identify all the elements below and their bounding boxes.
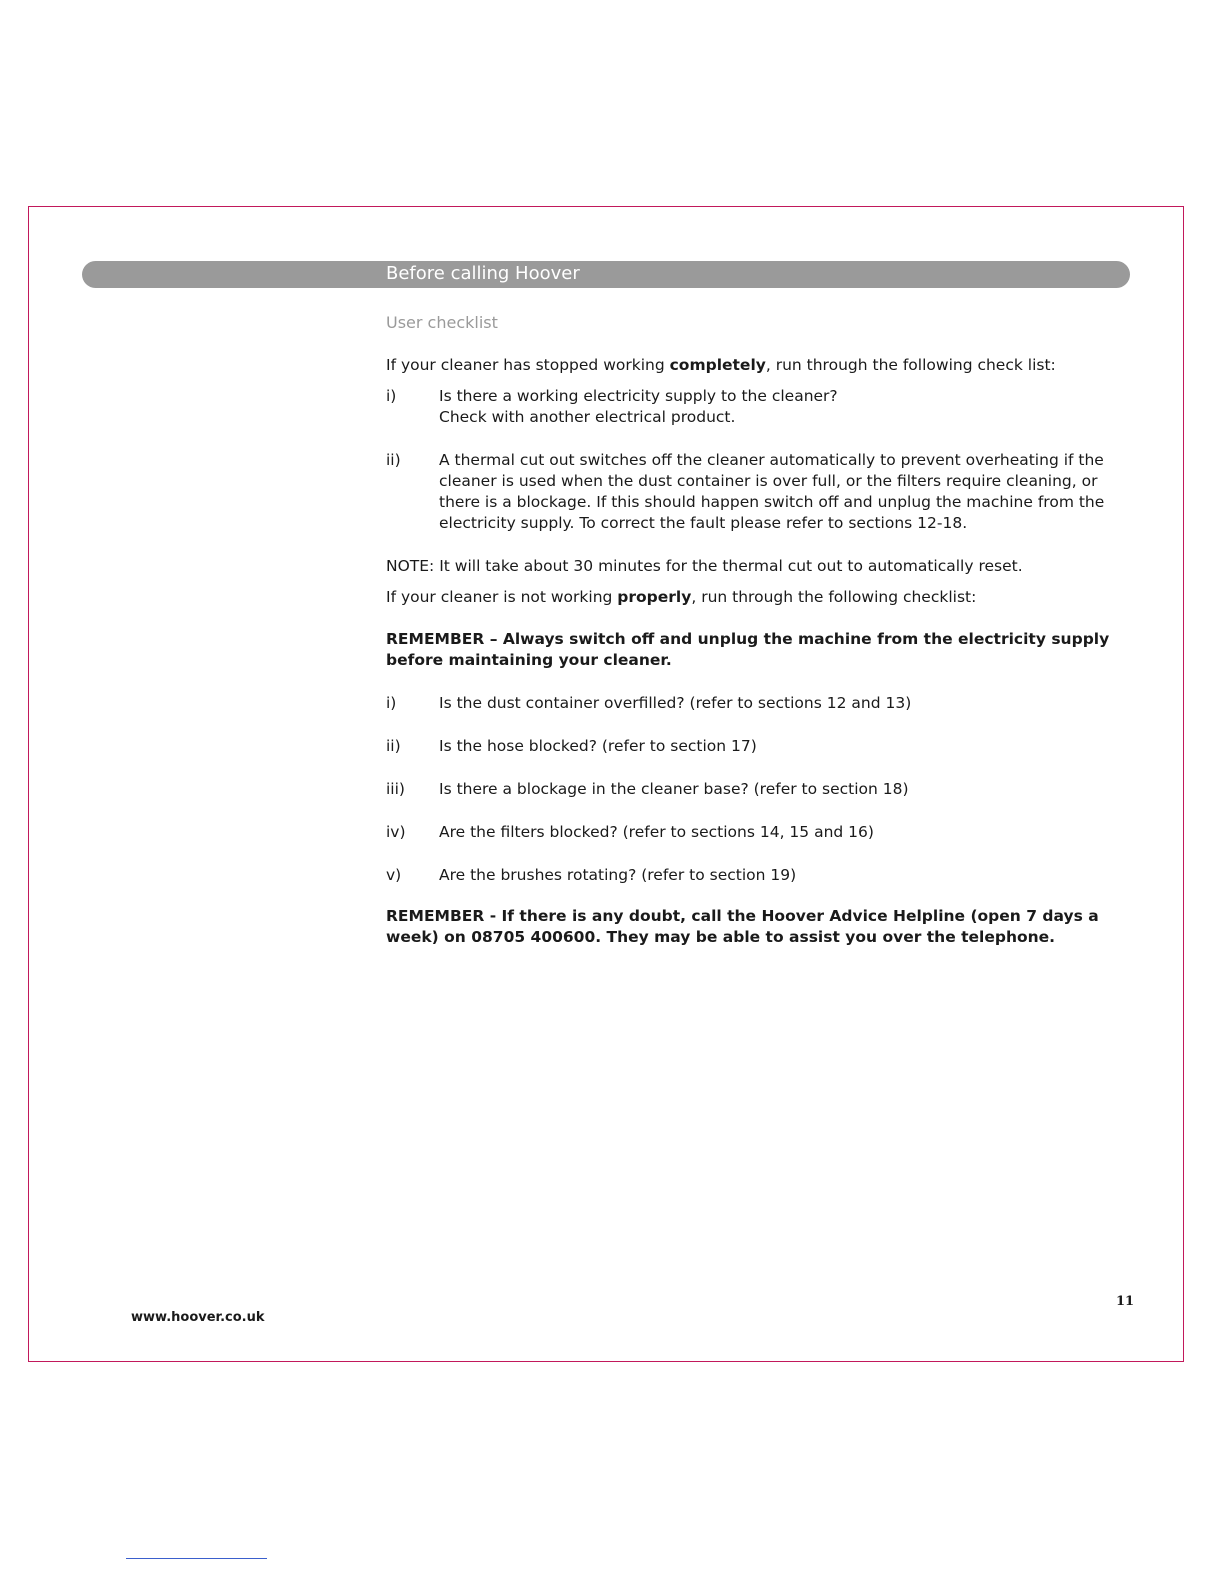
item-text: Is the dust container overfilled? (refer to sections 12 and 13)	[439, 694, 912, 712]
intro-paragraph	[386, 355, 1126, 376]
item-number: iii)	[386, 780, 405, 798]
bottom-divider	[126, 1558, 267, 1559]
intro-text-start: If your cleaner has stopped working	[386, 356, 670, 374]
footer-website-link[interactable]: www.hoover.co.uk	[131, 1310, 265, 1325]
checklist-b-item	[386, 779, 1126, 800]
intro2-text-end: , run through the following checklist:	[691, 588, 977, 606]
checklist-b-item	[386, 822, 1126, 843]
item-number: iv)	[386, 823, 406, 841]
item-number: ii)	[386, 451, 401, 469]
item-text	[439, 386, 1126, 428]
item-number: i)	[386, 694, 397, 712]
section-title: Before calling Hoover	[386, 263, 580, 284]
item-text-line1: Is there a working electricity supply to the cleaner?	[439, 387, 838, 405]
intro-emphasis: completely	[669, 356, 766, 374]
main-content	[386, 312, 1126, 970]
checklist-a-item	[386, 386, 1126, 428]
page-number: 11	[1116, 1294, 1135, 1309]
intro2-paragraph	[386, 587, 1126, 608]
item-text: Are the filters blocked? (refer to sections 14, 15 and 16)	[439, 823, 874, 841]
item-text: A thermal cut out switches off the cleaner automatically to prevent overheating if the cleaner is used when the dust container is over full, or the filters require cleaning, or there is a blockage. If this should happen switch off and unplug the machine from the electricity supply. To correct the fault please refer to sections 12-18.	[439, 451, 1105, 532]
note-paragraph: NOTE: It will take about 30 minutes for the thermal cut out to automatically reset.	[386, 557, 1023, 575]
intro-text-end: , run through the following check list:	[765, 356, 1056, 374]
item-text: Is there a blockage in the cleaner base? (refer to section 18)	[439, 780, 909, 798]
item-text: Are the brushes rotating? (refer to section 19)	[439, 866, 797, 884]
helpline-notice: REMEMBER - If there is any doubt, call the Hoover Advice Helpline (open 7 days a week) on 08705 400600. They may be able to assist you over the telephone.	[386, 907, 1099, 946]
checklist-a-item	[386, 450, 1126, 534]
checklist-b-item	[386, 865, 1126, 886]
intro2-text-start: If your cleaner is not working	[386, 588, 618, 606]
intro2-emphasis: properly	[617, 588, 692, 606]
item-number: i)	[386, 387, 397, 405]
remember-warning: REMEMBER – Always switch off and unplug the machine from the electricity supply before maintaining your cleaner.	[386, 630, 1110, 669]
subtitle: User checklist	[386, 313, 498, 332]
checklist-b-item	[386, 736, 1126, 757]
item-text-line2: Check with another electrical product.	[439, 408, 736, 426]
checklist-b-item	[386, 693, 1126, 714]
item-text: Is the hose blocked? (refer to section 17)	[439, 737, 757, 755]
item-number: ii)	[386, 737, 401, 755]
item-number: v)	[386, 866, 402, 884]
section-header-bar	[82, 261, 1130, 288]
